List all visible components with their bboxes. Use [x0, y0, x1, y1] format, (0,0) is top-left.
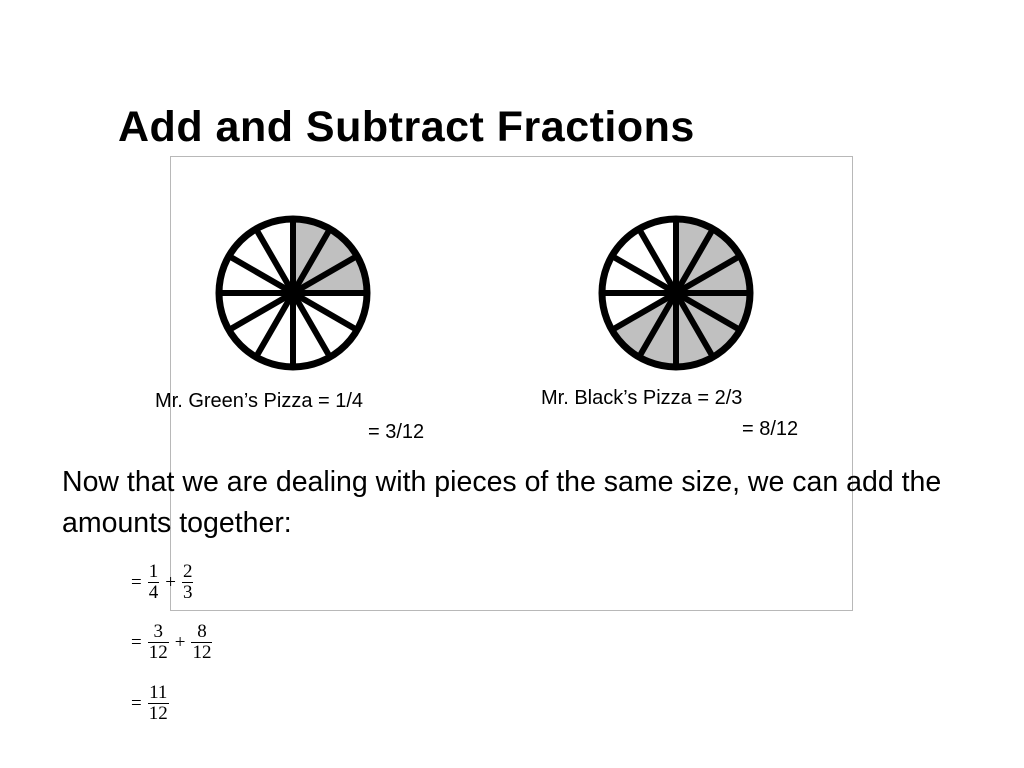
explanation-text: Now that we are dealing with pieces of the same size, we can add the amounts together: — [62, 466, 942, 539]
fraction — [182, 562, 194, 603]
numerator: 2 — [182, 561, 193, 582]
fraction — [148, 683, 169, 724]
equation-row-3 — [128, 683, 172, 724]
equals-sign: = — [131, 692, 142, 714]
denominator: 12 — [148, 642, 168, 663]
equals-sign: = — [131, 631, 142, 653]
equation-row-1 — [128, 562, 196, 603]
denominator: 12 — [148, 703, 168, 724]
denominator: 3 — [182, 582, 193, 603]
denominator: 12 — [192, 642, 212, 663]
black-pizza-label: Mr. Black’s Pizza = 2/3 — [541, 387, 743, 409]
slide-title: Add and Subtract Fractions — [118, 103, 695, 151]
fraction — [148, 622, 169, 663]
numerator: 1 — [148, 561, 159, 582]
numerator: 11 — [149, 682, 168, 703]
numerator: 8 — [197, 621, 207, 642]
denominator: 4 — [148, 582, 159, 603]
green-pizza-label: Mr. Green’s Pizza = 1/4 — [155, 390, 364, 412]
plus-sign: + — [165, 571, 176, 593]
fraction — [148, 562, 160, 603]
green-pizza-equivalent: = 3/12 — [368, 421, 425, 443]
plus-sign: + — [174, 631, 186, 653]
fraction — [191, 622, 212, 663]
equals-sign: = — [131, 571, 142, 593]
black-pizza-equivalent: = 8/12 — [742, 418, 799, 440]
green-pizza-diagram — [212, 212, 374, 374]
equation-row-2 — [128, 622, 215, 663]
black-pizza-diagram — [595, 212, 757, 374]
numerator: 3 — [153, 621, 163, 642]
